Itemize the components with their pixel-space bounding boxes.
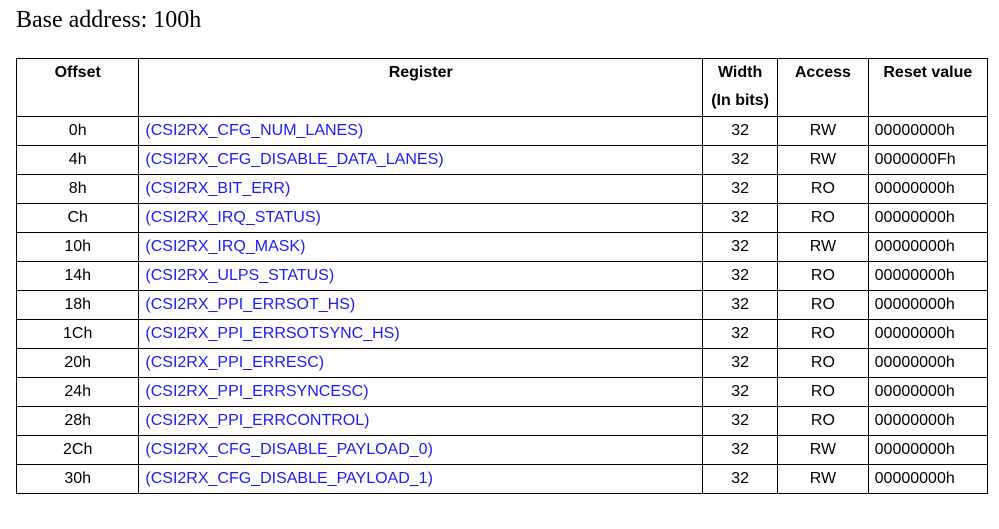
register-link[interactable]: (CSI2RX_IRQ_STATUS) bbox=[139, 204, 703, 233]
offset-cell: 8h bbox=[17, 175, 139, 204]
table-row bbox=[17, 407, 988, 436]
width-cell: 32 bbox=[703, 233, 778, 262]
offset-cell: 30h bbox=[17, 465, 139, 494]
access-cell: RW bbox=[778, 146, 869, 175]
register-link[interactable]: (CSI2RX_BIT_ERR) bbox=[139, 175, 703, 204]
offset-cell: 14h bbox=[17, 262, 139, 291]
access-cell: RO bbox=[778, 204, 869, 233]
reset-value-cell: 00000000h bbox=[868, 175, 987, 204]
table-row bbox=[17, 117, 988, 146]
reset-value-cell: 00000000h bbox=[868, 436, 987, 465]
register-link[interactable]: (CSI2RX_IRQ_MASK) bbox=[139, 233, 703, 262]
register-link[interactable]: (CSI2RX_ULPS_STATUS) bbox=[139, 262, 703, 291]
reset-value-cell: 00000000h bbox=[868, 465, 987, 494]
reset-value-cell: 00000000h bbox=[868, 233, 987, 262]
width-cell: 32 bbox=[703, 465, 778, 494]
table-header-row bbox=[17, 59, 988, 117]
register-link[interactable]: (CSI2RX_CFG_NUM_LANES) bbox=[139, 117, 703, 146]
width-cell: 32 bbox=[703, 378, 778, 407]
table-row bbox=[17, 175, 988, 204]
width-cell: 32 bbox=[703, 117, 778, 146]
column-header-reset: Reset value bbox=[868, 59, 987, 117]
access-cell: RO bbox=[778, 175, 869, 204]
register-link[interactable]: (CSI2RX_CFG_DISABLE_DATA_LANES) bbox=[139, 146, 703, 175]
register-link[interactable]: (CSI2RX_PPI_ERRSYNCESC) bbox=[139, 378, 703, 407]
table-row bbox=[17, 465, 988, 494]
table-row bbox=[17, 146, 988, 175]
access-cell: RO bbox=[778, 378, 869, 407]
width-cell: 32 bbox=[703, 436, 778, 465]
reset-value-cell: 00000000h bbox=[868, 117, 987, 146]
reset-value-cell: 0000000Fh bbox=[868, 146, 987, 175]
access-cell: RO bbox=[778, 291, 869, 320]
width-cell: 32 bbox=[703, 291, 778, 320]
table-row bbox=[17, 436, 988, 465]
register-link[interactable]: (CSI2RX_PPI_ERRSOTSYNC_HS) bbox=[139, 320, 703, 349]
register-link[interactable]: (CSI2RX_CFG_DISABLE_PAYLOAD_0) bbox=[139, 436, 703, 465]
offset-cell: 24h bbox=[17, 378, 139, 407]
register-link[interactable]: (CSI2RX_PPI_ERRESC) bbox=[139, 349, 703, 378]
access-cell: RW bbox=[778, 436, 869, 465]
offset-cell: 20h bbox=[17, 349, 139, 378]
width-cell: 32 bbox=[703, 175, 778, 204]
column-header-register: Register bbox=[139, 59, 703, 117]
offset-cell: 4h bbox=[17, 146, 139, 175]
reset-value-cell: 00000000h bbox=[868, 378, 987, 407]
access-cell: RW bbox=[778, 233, 869, 262]
width-cell: 32 bbox=[703, 146, 778, 175]
offset-cell: 0h bbox=[17, 117, 139, 146]
reset-value-cell: 00000000h bbox=[868, 291, 987, 320]
table-row bbox=[17, 204, 988, 233]
reset-value-cell: 00000000h bbox=[868, 320, 987, 349]
offset-cell: 28h bbox=[17, 407, 139, 436]
width-cell: 32 bbox=[703, 204, 778, 233]
width-cell: 32 bbox=[703, 407, 778, 436]
register-link[interactable]: (CSI2RX_PPI_ERRSOT_HS) bbox=[139, 291, 703, 320]
access-cell: RO bbox=[778, 320, 869, 349]
offset-cell: 1Ch bbox=[17, 320, 139, 349]
column-header-width-line2: (In bits) bbox=[711, 92, 769, 109]
table-row bbox=[17, 291, 988, 320]
width-cell: 32 bbox=[703, 320, 778, 349]
register-link[interactable]: (CSI2RX_CFG_DISABLE_PAYLOAD_1) bbox=[139, 465, 703, 494]
column-header-offset: Offset bbox=[17, 59, 139, 117]
register-link[interactable]: (CSI2RX_PPI_ERRCONTROL) bbox=[139, 407, 703, 436]
table-row bbox=[17, 320, 988, 349]
table-row bbox=[17, 349, 988, 378]
reset-value-cell: 00000000h bbox=[868, 262, 987, 291]
register-table bbox=[16, 58, 988, 494]
width-cell: 32 bbox=[703, 262, 778, 291]
register-table-body bbox=[17, 117, 988, 494]
access-cell: RO bbox=[778, 349, 869, 378]
offset-cell: 2Ch bbox=[17, 436, 139, 465]
table-row bbox=[17, 378, 988, 407]
table-row bbox=[17, 262, 988, 291]
reset-value-cell: 00000000h bbox=[868, 349, 987, 378]
base-address-label: Base address: 100h bbox=[16, 7, 202, 33]
reset-value-cell: 00000000h bbox=[868, 204, 987, 233]
access-cell: RO bbox=[778, 407, 869, 436]
access-cell: RW bbox=[778, 117, 869, 146]
offset-cell: 18h bbox=[17, 291, 139, 320]
reset-value-cell: 00000000h bbox=[868, 407, 987, 436]
width-cell: 32 bbox=[703, 349, 778, 378]
access-cell: RO bbox=[778, 262, 869, 291]
offset-cell: 10h bbox=[17, 233, 139, 262]
column-header-width-line1: Width bbox=[717, 64, 763, 81]
offset-cell: Ch bbox=[17, 204, 139, 233]
column-header-width bbox=[703, 59, 778, 117]
access-cell: RW bbox=[778, 465, 869, 494]
table-row bbox=[17, 233, 988, 262]
column-header-access: Access bbox=[778, 59, 869, 117]
